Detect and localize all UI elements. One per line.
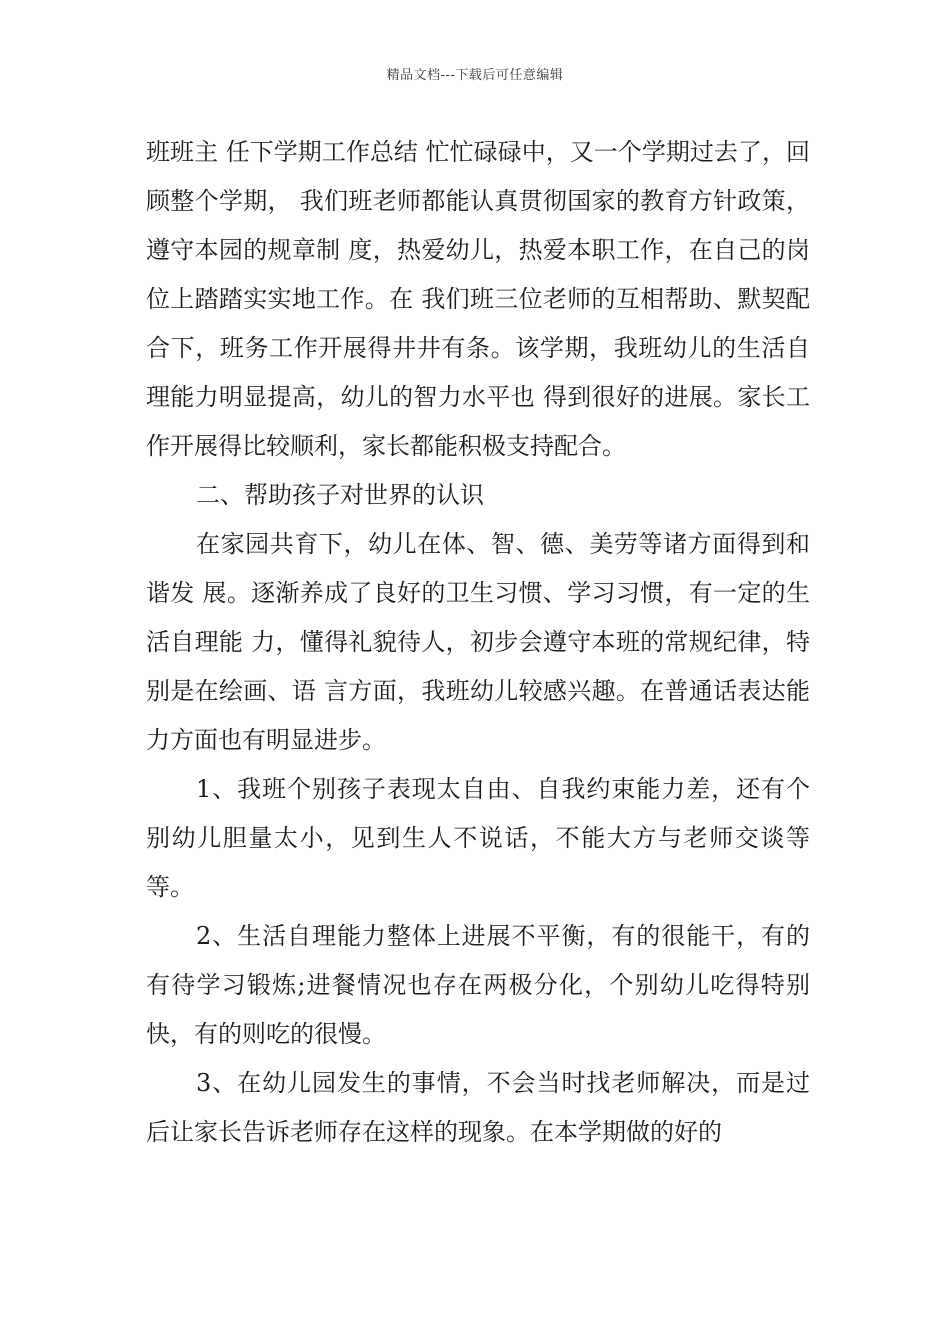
section-heading: 二、帮助孩子对世界的认识 [196,481,484,509]
document-body [146,128,810,1157]
paragraph-summary: 班班主 任下学期工作总结 忙忙碌碌中，又一个学期过去了，回顾整个学期， 我们班老师都能认真贯彻国家的教育方针政策，遵守本园的规章制 度，热爱幼儿，热爱本职工作，在自己的岗位上踏踏实实地工作。在 我们班三位老师的互相帮助、默契配合下，班务工作开展得井井有条。该学期，我班幼儿的生活自理能力明显提高，幼儿的智力水平也 得到很好的进展。家长工作开展得比较顺利，家长都能积极支持配合。 [146,138,810,460]
list-item-2: 2、生活自理能力整体上进展不平衡，有的很能干，有的有待学习锻炼;进餐情况也存在两极分化，个别幼儿吃得特别快，有的则吃的很慢。 [146,922,810,1048]
page-header: 精品文档---下载后可任意编辑 [386,68,564,83]
list-item-1: 1、我班个别孩子表现太自由、自我约束能力差，还有个别幼儿胆量太小，见到生人不说话，不能大方与老师交谈等等。 [146,775,810,901]
list-item-3: 3、在幼儿园发生的事情，不会当时找老师解决，而是过后让家长告诉老师存在这样的现象。在本学期做的好的 [146,1069,810,1146]
paragraph-development: 在家园共育下，幼儿在体、智、德、美劳等诸方面得到和谐发 展。逐渐养成了良好的卫生习惯、学习习惯，有一定的生活自理能 力，懂得礼貌待人，初步会遵守本班的常规纪律，特别是在绘画、语 言方面，我班幼儿较感兴趣。在普通话表达能力方面也有明显进步。 [146,530,810,754]
